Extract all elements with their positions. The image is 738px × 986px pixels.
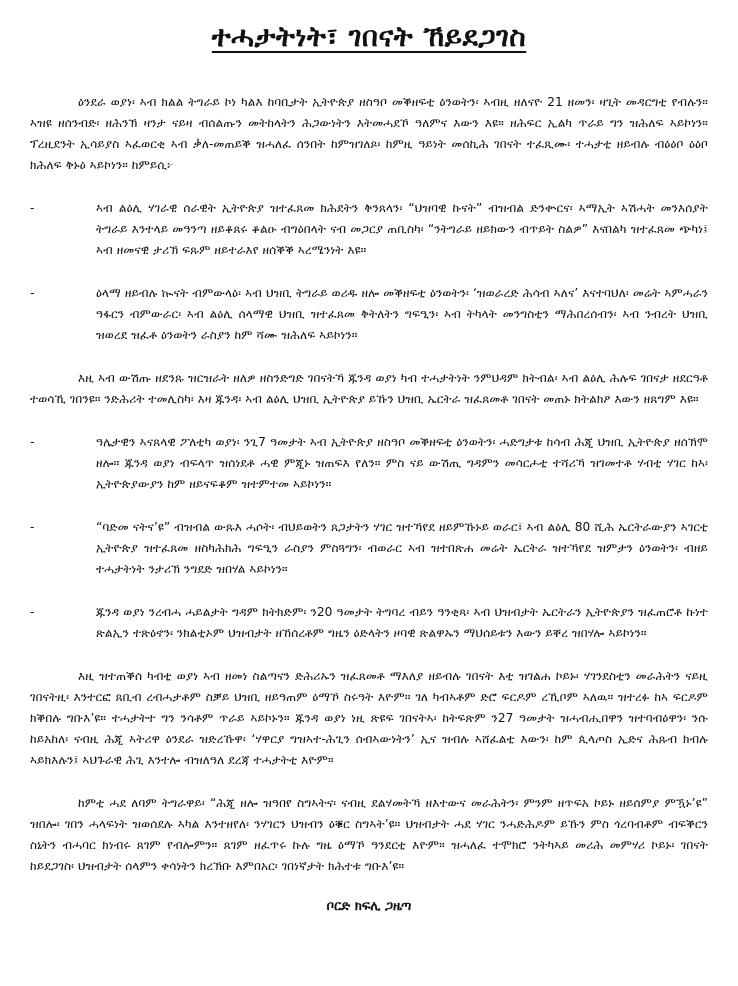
bullet-item xyxy=(30,432,708,495)
bullet-list-1 xyxy=(30,198,708,346)
bullet-dash-icon: - xyxy=(30,605,35,619)
body-paragraph-2: እዚ ኣብ ውሽጡ ዘደንጹ ዝርዝራት ዘለዎ ዘስንድግድ ገበናትኻ ጁንዳ ወያነ ካብ ተሓታትነት ንምህዳም ክትብል፡ ኣብ ልዕሊ ሕሉፍ ገበናታ ዘደርዓቶ ተወሳኺ ገበንዩ። ንድሕሪት ተመሊስካ፡ እዛ ጁንዳ፡ ኣብ ልዕሊ ህዝቢ ኢትዮጵያ ይኹን ህዝቢ ኤርትራ ዝፈጸመቶ ገበናት መጠኑ ክትልክዖ እውን ዘጸግም እዩ። xyxy=(30,371,708,406)
bullet-text: ዕላማ ዘይብሉ ኲናት ብምውላዕ፡ ኣብ ህዝቢ ትግራይ ወሪዱ ዘሎ መቕዘፍቲ ዕንወትን፡ ‘ዝወራረድ ሕሳብ ኣለና’ እናተባህለ፡ መሬት ኣምሓራን ዓፋርን ብምውራር፡ ኣብ ልዕሊ ሰላማዊ ህዝቢ ዝተፈጸመ ቅትለትን ግፍዒን፡ ኣብ ትካላት መንግስቲን ማሕበረሰብን፡ ኣብ ንብረት ህዝቢ ዝወረደ ዝፈቶ ዕንወትን ራስያን ከም ሻሙ ዝሕለፍ ኣይኮነን። xyxy=(96,286,708,342)
bullet-text: ኣብ ልዕሊ ሃገራዊ ሰራዊት ኢትዮጵያ ዝተፈጸመ ክሕደትን ቅንጸላን፡ “ህዝባዊ ኩናት” ብዝብል ድንቍርና፡ ኣማኢት ኣሽሓት መንእሰያት ትግራይ እንተላይ መዓንጣ ዘይቆጸሩ ቆልዑ ብግዕበላት ናብ መጋርያ ጠቢስካ፡ “ንትግራይ ዘይክውን ብጥይት ስልዎ” እናበልካ ዝተፈጸመ ጭካነ፤ ኣብ ዘመናዊ ታሪኽ ፍጹም ዘይተራእየ ዘሰቕቕ ኣረሜንነት እዩ። xyxy=(96,201,708,257)
bullet-dash-icon: - xyxy=(30,286,35,300)
bullet-item xyxy=(30,283,708,346)
bullet-dash-icon: - xyxy=(30,520,35,534)
bullet-dash-icon: - xyxy=(30,435,35,449)
bullet-item xyxy=(30,517,708,580)
bullet-item xyxy=(30,198,708,261)
intro-paragraph: ዕንደራ ወያነ፡ ኣብ ክልል ትግራይ ኮነ ካልእ ከባቢታት ኢትዮጵያ ዘስዓቦ መቕዘፍቲ ዕንወትን፡ ኣብዚ ዘለናዮ 21 ዘመን፡ ዛጊት መዳርግቲ የብሉን። ኣዝዩ ዘሰንብድ፡ ዘሕንኽ ዛንታ ናይዛ ብሰልጡን መትከላትን ሕጋውነትን እትመሓደኾ ዓለምና እውን እዩ። ዘሕፍር ኢልካ ጥራይ ግን ዝሕለፍ ኣይኮነን። ፕረዚደንት ኢሳይያስ ኣፈወርቂ ኣብ ቃለ-መጠይቕ ዝሓለፈ ሰንበት ከምዝገለጾ፡ ከምዚ ዓይነት መሰኪሕ ገበናት ተፈጺሙ፡ ተሓታቲ ዘይብሉ ብዕዕቦ ዕዕቦ ክሕለፍ ቅኑዕ ኣይኮነን። ከምይሲ፦ xyxy=(30,95,708,172)
body-paragraph-3: እዚ ዝተጠቕሰ ካብቲ ወያነ ኣብ ዘመነ ስልጣናን ድሕሪኡን ዝፈጸመቶ ማእለያ ዘይብሉ ገበናት እቲ ዝገልሐ ኮይኑ፡ ሃገንደስቲን መራሕትን ናይዚ ገበናትዚ፡ እንተርፎ ጸቢብ ረብሓታቶም ስቓይ ህዝቢ ዘይዓጠም ዕማኾ ስሩዓት እዮም። ገለ ካብኣቶም ድሮ ፍርዶም ረኺቦም ኣለዉ። ዝተረፉ ከኣ ፍርዶም ክቕበሉ ግቡእ’ዩ። ተሓታትተ ግን ንሳቶም ጥራይ ኣይኮኑን። ጁንዳ ወያነ ነዚ ጽዩፍ ገበናትኣ፡ ከትፍጽም ን27 ዓመታት ዝሓብሒበዋን ዝተባብዕዋን፡ ንሱ ከይአከለ፡ ናብዚ ሕጂ ኣትሪዋ ዕንደራ ዝድረኹዋ፡ ‘ሃዋርያ ግዝኣተ-ሕጊን ሰብኣውነትን’ ኢና ዝብሉ ኣሸፈልቲ እውን፡ ከም ጲላጦስ ኢድና ሕጹብ ክብሉ ኣይክእሉን፤ ኣህጉራዊ ሕጊ እንተሎ ብዝለዓለ ደረጃ ተሓታትቲ እዮም። xyxy=(30,669,708,767)
bullet-text: ዓሌታዊን ኣናጸላዊ ፖለቲካ ወያነ፡ ንጊ7 ዓመታት ኣብ ኢትዮጵያ ዘስዓቦ መቕዘፍቲ ዕንወትን፡ ሓድግታቱ ከሳብ ሕጂ ህዝቢ ኢትዮጵያ ዘሰኽሞ ዘሎ። ጁንዳ ወያነ ብፍላጥ ዝሰነደቶ ሓዊ ምጂኑ ዝጠፍእ የለን። ምስ ናይ ውሽጢ ግዳምን መሳርሖቲ ተሻሪኻ ዝገመተቶ ሃብቲ ሃገር ከኣ፡ ኢትዮጵያውያን ከም ዘይናፍቆም ዝተምተመ ኣይኮነን። xyxy=(96,435,708,491)
signature: ቦርድ ክፍሊ ጋዜጣ xyxy=(326,899,412,914)
page-title: ተሓታትነት፣ ገበናት ኸይደጋገስ xyxy=(211,20,527,53)
bullet-item xyxy=(30,602,708,644)
bullet-list-2 xyxy=(30,432,708,644)
body-paragraph-4: ከምቲ ሓደ ለባም ትግራዋይ፡ “ሕጂ ዘሎ ዝዓበየ ስግኣትና፡ ናብዚ ደልሃመትኻ ዘእተውና መራሕትን፡ ምንም ዘጥፍአ ኮይኑ ዘይሰምያ ምዃኑ’ዩ” ዝበሎ፡ ገበን ሓላፍነት ዝወሰደሉ ኣካል እንተዘየለ፡ ንሃገርን ህዝብን ዕቑር ስግኣት’ዩ። ህዝብታት ሓደ ሃገር ንሓድሕዶም ይኹን ምስ ጎረባብቶም ብፍቕርን ስኒትን ብሓባር ክነብሩ ጸገም የብሎምን። ጸገም ዘፈጥሩ ኩሉ ግዜ ዕማኾ ዓንደርቲ እዮም። ዝሓለፈ ተሞክሮ ንትካኣይ መሪሕ መምሃሪ ኮይኑ፡ ገበናት ከይደጋገስ፡ ህዝብታት ሰላምን ቀሳነትን ክረኽቡ እምበአር፡ ገበነኛታት ክሕተቱ ግቡእ’ዩ። xyxy=(30,796,708,873)
bullet-text: ጁንዳ ወያነ ንረብሓ ሓይልታት ግዳም ክትክድም፡ ን20 ዓመታት ትግባረ ብይን ዓንቂጻ፡ ኣብ ህዝብታት ኤርትራን ኢትዮጵያን ዝፈጠሮቶ ኩነተ ጽልኢን ተጽዕኖን፡ ንክልቲኦም ህዝብታት ዘኸሰረቶም ግዜን ዕድላትን ዞባዊ ጽልዋኡን ማህሰይቱን እውን ይቐረ ዝበሃሎ ኣይኮነን። xyxy=(96,605,708,640)
bullet-text: “ባድመ ናትና’ዩ” ብዝብል ውጹእ ሓሶት፡ ብህይወትን ጸጋታትን ሃገር ዝተኻየደ ዘይምኹኑይ ወራር፤ ኣብ ልዕሊ 80 ሺሕ ኤርትራውያን ኣገርቲ ኢትዮጵያ ዝተፈጸመ ዘስካሕክሕ ግፍዒን ራስያን ምስጓግን፡ ብወራር ኣብ ዝተበጽሐ መሬት ኤርትራ ዝተኻየደ ዝምታን ዕንወትን፡ ብዘይ ተሓታትነት ንታሪኽ ንግደድ ዝበሃል ኣይኮነን። xyxy=(96,520,708,576)
bullet-dash-icon: - xyxy=(30,201,35,215)
